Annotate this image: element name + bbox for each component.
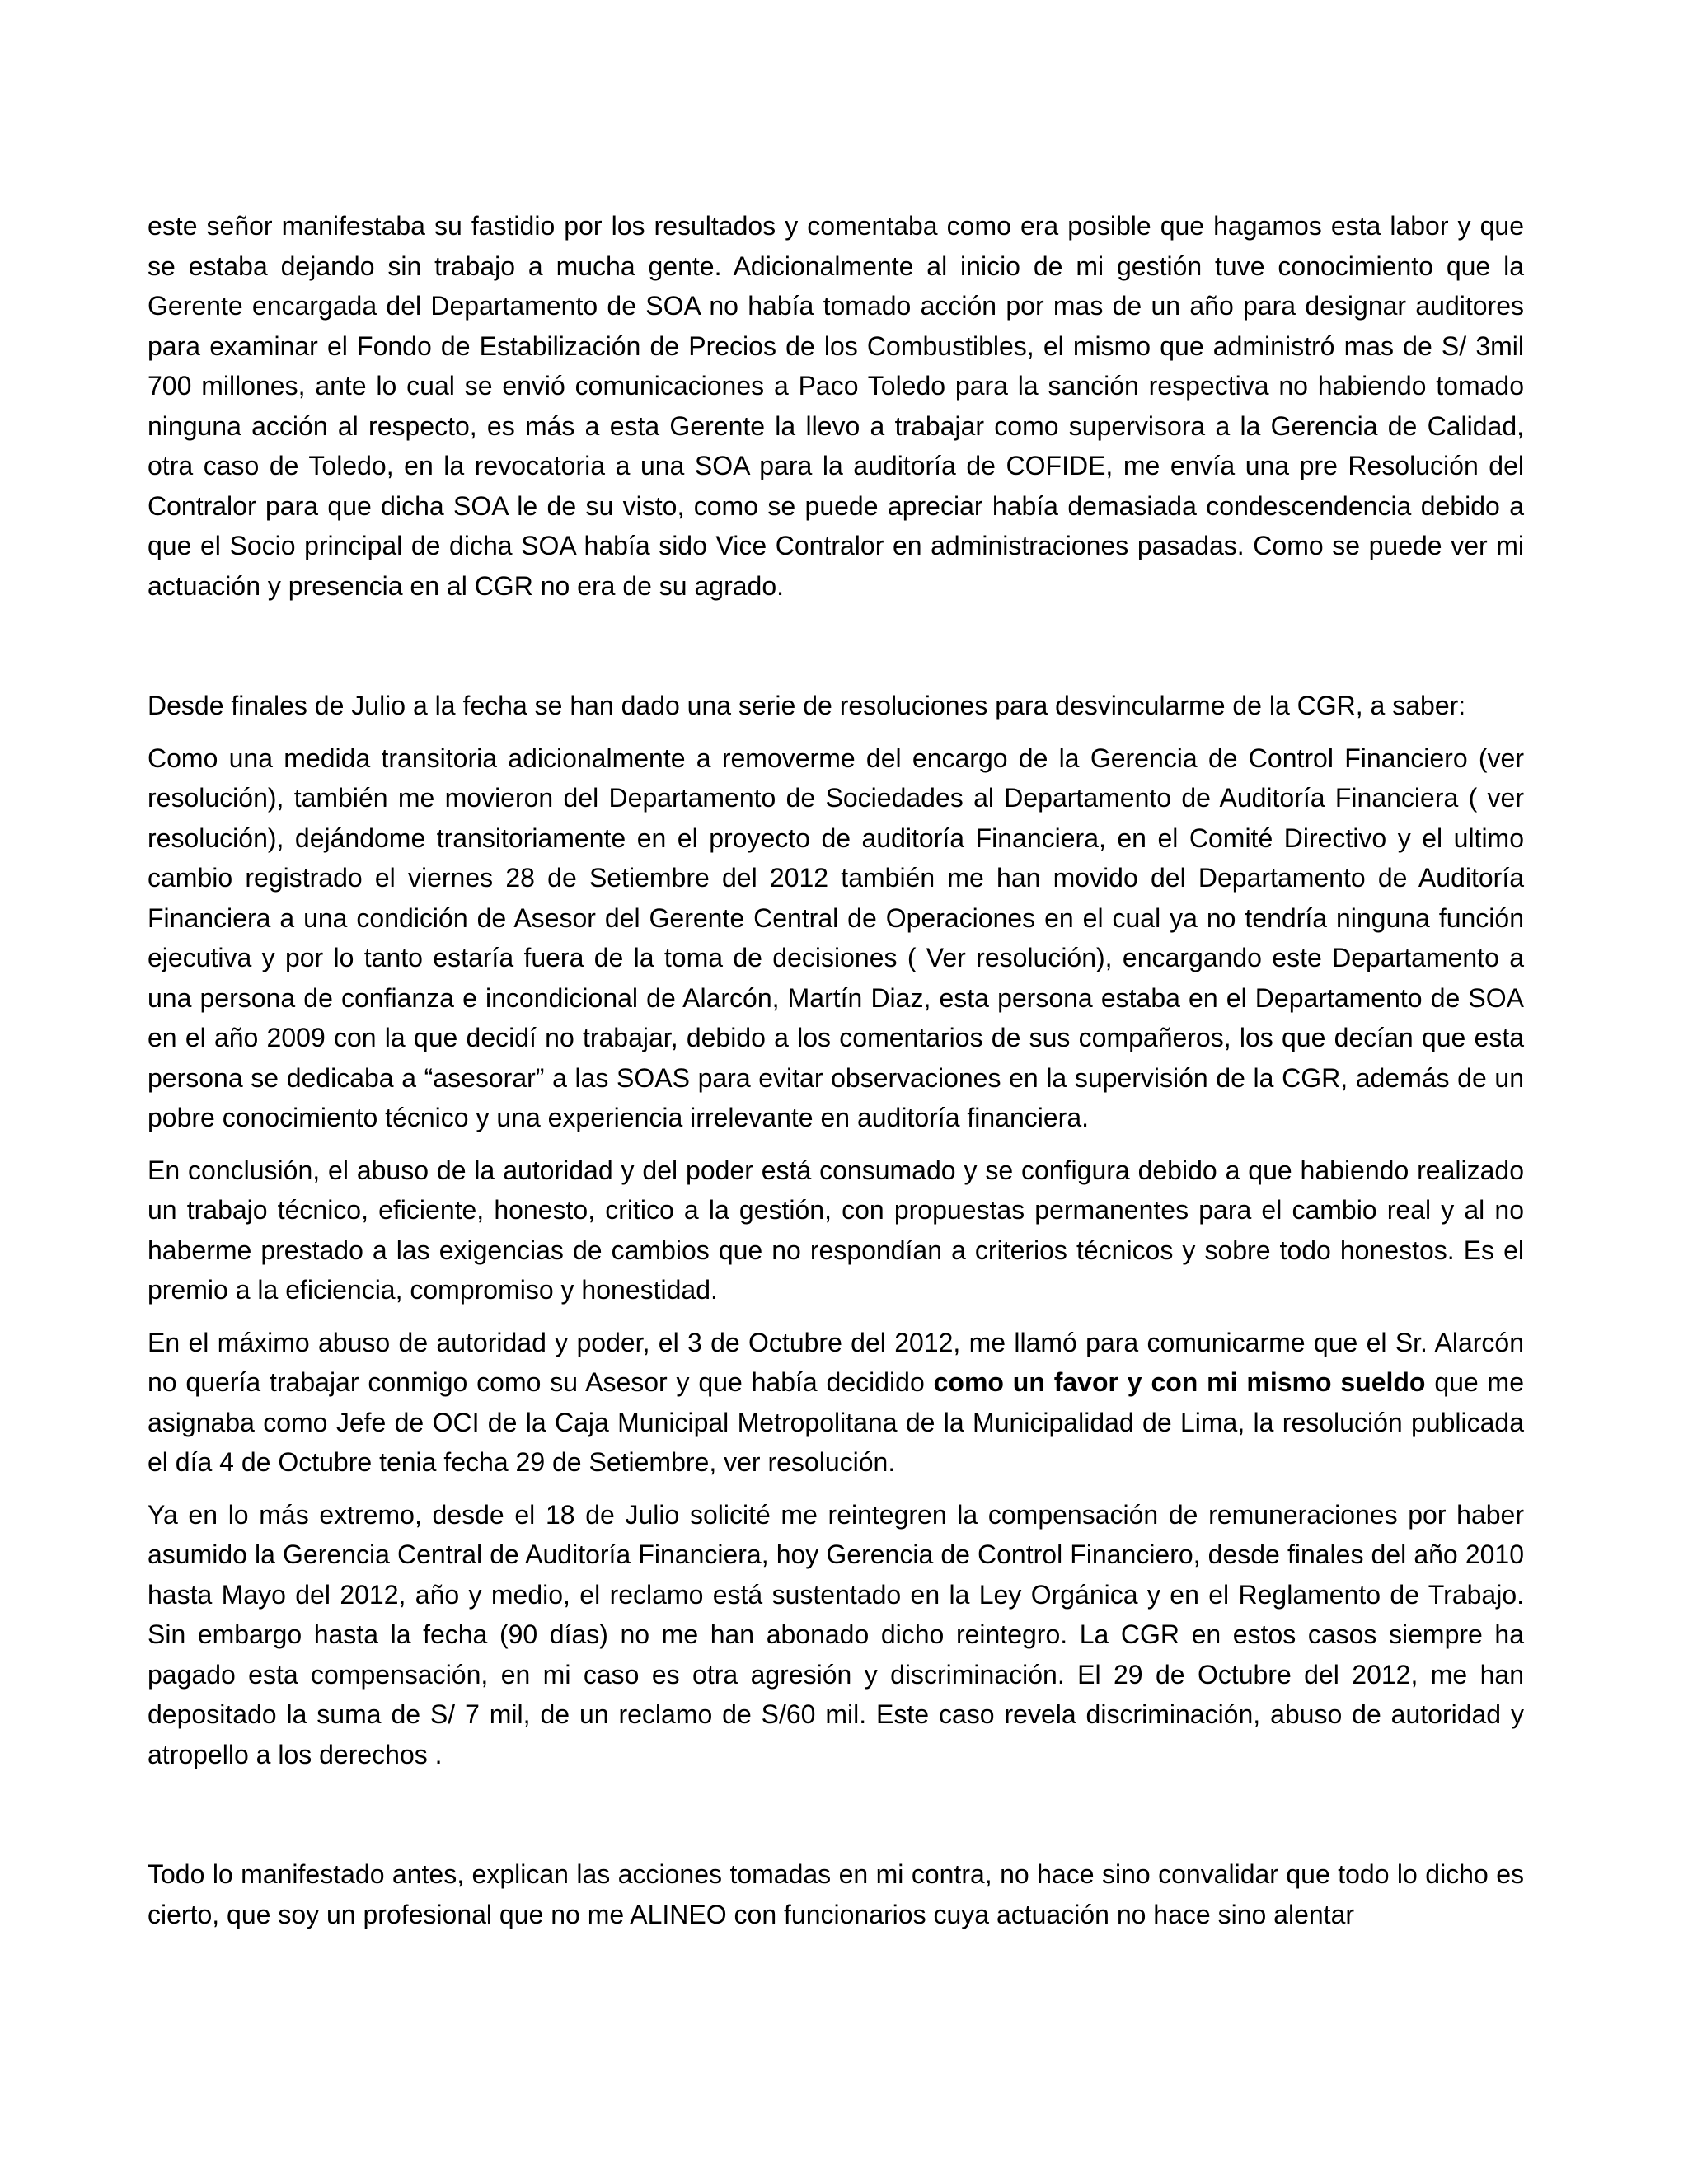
paragraph-4: En conclusión, el abuso de la autoridad y del poder está consumado y se configura debido a que habiendo realizado un trabajo técnico, eficiente, honesto, critico a la gestión, con propuestas permanentes para el cambio real y al no haberme prestado a las exigencias de cambios que no respondían a criterios técnicos y sobre todo honestos. Es el premio a la eficiencia, compromiso y honestidad. [148,1155,1524,1305]
paragraph-5 [148,1323,1524,1483]
paragraph-7: Todo lo manifestado antes, explican las acciones tomadas en mi contra, no hace sino convalidar que todo lo dicho es cierto, que soy un profesional que no me ALINEO con funcionarios cuya actuación no hace sino alentar [148,1859,1524,1929]
paragraph-5-text-before: En el máximo abuso de autoridad y poder, el 3 de Octubre del 2012, me llamó para comunicarme que el Sr. Alarcón no quería trabajar conmigo como su Asesor y que había decidido [148,1327,1524,1397]
paragraph-3: Como una medida transitoria adicionalmente a removerme del encargo de la Gerencia de Control Financiero (ver resolución), también me movieron del Departamento de Sociedades al Departamento de Auditoría Financiera ( ver resolución), dejándome transitoriamente en el proyecto de auditoría Financiera, en el Comité Directivo y el ultimo cambio registrado el viernes 28 de Setiembre del 2012 también me han movido del Departamento de Auditoría Financiera a una condición de Asesor del Gerente Central de Operaciones en el cual ya no tendría ninguna función ejecutiva y por lo tanto estaría fuera de la toma de decisiones ( Ver resolución), encargando este Departamento a una persona de confianza e incondicional de Alarcón, Martín Diaz, esta persona estaba en el Departamento de SOA en el año 2009 con la que decidí no trabajar, debido a los comentarios de sus compañeros, los que decían que esta persona se dedicaba a “asesorar” a las SOAS para evitar observaciones en la supervisión de la CGR, además de un pobre conocimiento técnico y una experiencia irrelevante en auditoría financiera. [148,743,1524,1132]
document-page [148,206,1524,1934]
paragraph-1: este señor manifestaba su fastidio por los resultados y comentaba como era posible que hagamos esta labor y que se estaba dejando sin trabajo a mucha gente. Adicionalmente al inicio de mi gestión tuve conocimiento que la Gerente encargada del Departamento de SOA no había tomado acción por mas de un año para designar auditores para examinar el Fondo de Estabilización de Precios de los Combustibles, el mismo que administró mas de S/ 3mil 700 millones, ante lo cual se envió comunicaciones a Paco Toledo para la sanción respectiva no habiendo tomado ninguna acción al respecto, es más a esta Gerente la llevo a trabajar como supervisora a la Gerencia de Calidad, otra caso de Toledo, en la revocatoria a una SOA para la auditoría de COFIDE, me envía una pre Resolución del Contralor para que dicha SOA le de su visto, como se puede apreciar había demasiada condescendencia debido a que el Socio principal de dicha SOA había sido Vice Contralor en administraciones pasadas. Como se puede ver mi actuación y presencia en al CGR no era de su agrado. [148,211,1524,601]
paragraph-6: Ya en lo más extremo, desde el 18 de Julio solicité me reintegren la compensación de remuneraciones por haber asumido la Gerencia Central de Auditoría Financiera, hoy Gerencia de Control Financiero, desde finales del año 2010 hasta Mayo del 2012, año y medio, el reclamo está sustentado en la Ley Orgánica y en el Reglamento de Trabajo. Sin embargo hasta la fecha (90 días) no me han abonado dicho reintegro. La CGR en estos casos siempre ha pagado esta compensación, en mi caso es otra agresión y discriminación. El 29 de Octubre del 2012, me han depositado la suma de S/ 7 mil, de un reclamo de S/60 mil. Este caso revela discriminación, abuso de autoridad y atropello a los derechos . [148,1499,1524,1769]
paragraph-2: Desde finales de Julio a la fecha se han dado una serie de resoluciones para desvincularme de la CGR, a saber: [148,691,1466,720]
paragraph-5-bold-text: como un favor y con mi mismo sueldo [933,1367,1426,1397]
paragraph-5-text-after: que me asignaba como Jefe de OCI de la Caja Municipal Metropolitana de la Municipalidad de Lima, la resolución publicada el día 4 de Octubre tenia fecha 29 de Setiembre, ver resolución. [148,1367,1525,1477]
